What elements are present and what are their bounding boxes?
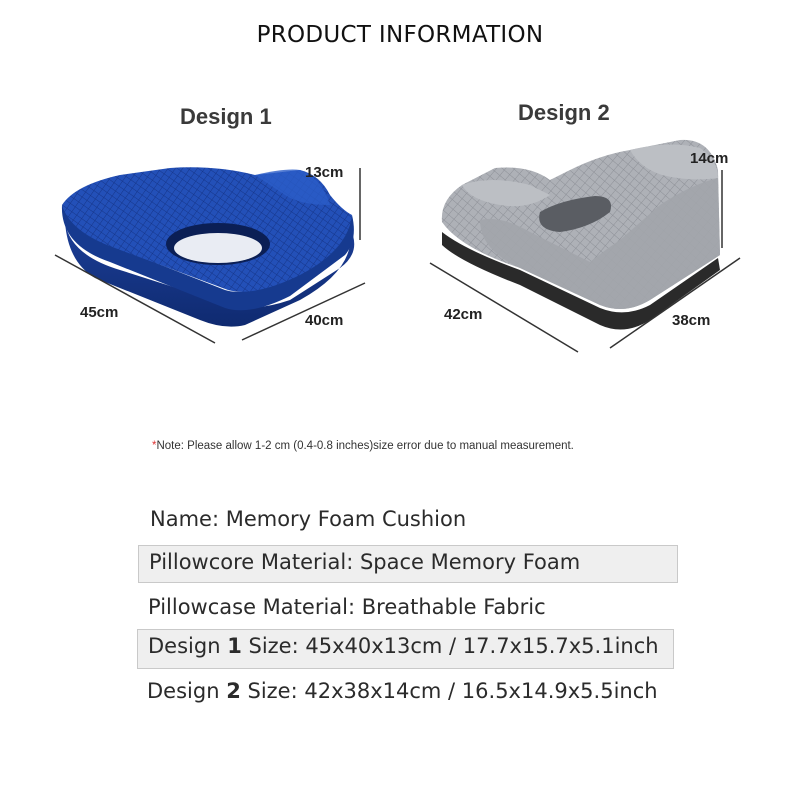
page-title: PRODUCT INFORMATION — [256, 22, 544, 48]
spec-design-2-prefix: Design — [147, 679, 227, 703]
design-1-width-label: 45cm — [80, 304, 119, 321]
measurement-note — [152, 440, 574, 452]
design-1-depth-label: 40cm — [305, 312, 344, 329]
spec-design-2-size-text: Size: 42x38x14cm / 16.5x14.9x5.5inch — [240, 679, 658, 703]
design-1-cushion-image — [0, 0, 400, 400]
spec-design-2-size — [147, 679, 658, 703]
spec-pillowcase-material: Pillowcase Material: Breathable Fabric — [148, 595, 546, 619]
design-1-height-label: 13cm — [305, 164, 344, 181]
note-marker: * — [152, 440, 157, 452]
design-1-title: Design 1 — [180, 104, 272, 129]
note-text: Note: Please allow 1-2 cm (0.4-0.8 inches)size error due to manual measurement. — [156, 440, 574, 452]
spec-design-1-size-text: Size: 45x40x13cm / 17.7x15.7x5.1inch — [241, 634, 659, 658]
spec-pillowcore-material: Pillowcore Material: Space Memory Foam — [138, 545, 678, 583]
spec-design-1-prefix: Design — [148, 634, 228, 658]
design-2-title: Design 2 — [518, 100, 610, 125]
design-2-depth-label: 38cm — [672, 312, 711, 329]
spec-design-1-size — [137, 629, 674, 669]
spec-design-1-number: 1 — [227, 634, 242, 658]
design-2-height-label: 14cm — [690, 150, 729, 167]
design-2-width-label: 42cm — [444, 306, 483, 323]
spec-name: Name: Memory Foam Cushion — [150, 507, 467, 531]
design-2-cushion-image — [400, 0, 800, 400]
spec-design-2-number: 2 — [226, 679, 241, 703]
